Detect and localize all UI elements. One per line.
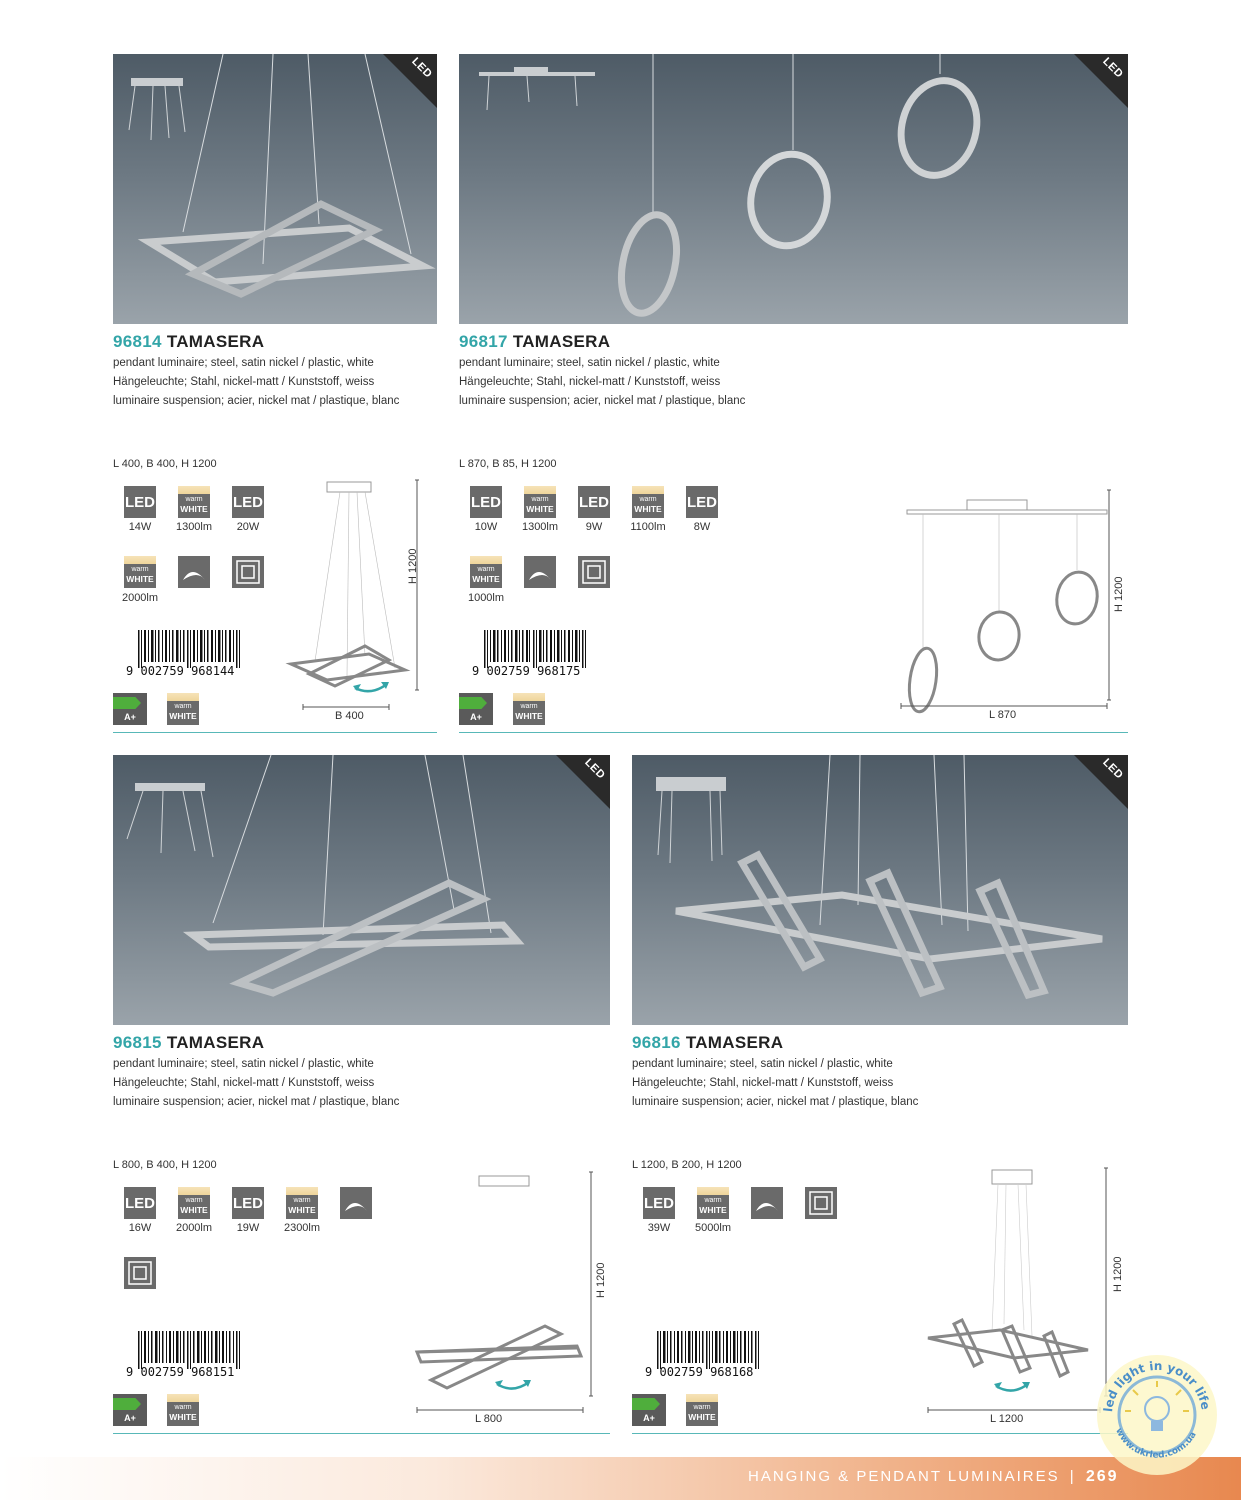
svg-text:www.ukrled.com.ua: www.ukrled.com.ua <box>1113 1426 1199 1461</box>
dimensions: L 870, B 85, H 1200 <box>459 458 557 470</box>
barcode: 9 002759 968175 <box>468 630 600 680</box>
product-description: pendant luminaire; steel, satin nickel / plastic, white Hängeleuchte; Stahl, nickel-matt / Kunststoff, weiss luminaire suspension; acier, nickel mat / plastique, blanc <box>632 1058 919 1108</box>
wattage: 16W <box>128 1222 152 1234</box>
wattage: 20W <box>236 521 260 533</box>
class2-icon <box>805 1187 837 1219</box>
product-title-96816: 96816 TAMASERA <box>632 1033 784 1052</box>
footer-section-title: HANGING & PENDANT LUMINAIRES | 269 <box>748 1468 1119 1485</box>
warm-white-icon: warm WHITE <box>686 1394 718 1426</box>
lumen: 1300lm <box>521 521 559 533</box>
energy-label: A+ <box>459 693 493 725</box>
height-label: H 1200 <box>1113 576 1125 612</box>
barcode-bars <box>122 630 254 668</box>
led-icon: LED <box>686 486 718 518</box>
warm-white-icon: warm WHITE <box>178 486 210 518</box>
page-number: 269 <box>1085 1468 1119 1485</box>
led-icon: LED <box>470 486 502 518</box>
watermark-logo <box>1090 1343 1224 1477</box>
lumen: 5000lm <box>694 1222 732 1234</box>
wattage: 10W <box>474 521 498 533</box>
product-title-96814: 96814 TAMASERA <box>113 332 265 351</box>
energy-label: A+ <box>113 693 147 725</box>
led-icon: LED <box>643 1187 675 1219</box>
wattage: 14W <box>128 521 152 533</box>
led-badge: LED <box>1074 54 1128 108</box>
warm-white-icon: warm WHITE <box>470 556 502 588</box>
led-badge: LED <box>1074 755 1128 809</box>
width-label: L 800 <box>475 1413 503 1425</box>
warm-white-icon: warm WHITE <box>124 556 156 588</box>
technical-drawing-96814 <box>285 476 435 726</box>
product-photo-96814 <box>113 54 437 324</box>
lumen: 1000lm <box>467 592 505 604</box>
width-label: B 400 <box>335 710 364 722</box>
lumen: 1300lm <box>175 521 213 533</box>
class2-icon <box>232 556 264 588</box>
class2-icon <box>578 556 610 588</box>
barcode: 9 002759 968144 <box>122 630 254 680</box>
wattage: 39W <box>647 1222 671 1234</box>
width-label: L 870 <box>989 709 1017 721</box>
product-description: pendant luminaire; steel, satin nickel / plastic, white Hängeleuchte; Stahl, nickel-matt / Kunststoff, weiss luminaire suspension; acier, nickel mat / plastique, blanc <box>459 357 746 407</box>
led-icon: LED <box>232 486 264 518</box>
wattage: 8W <box>693 521 711 533</box>
product-title-96815: 96815 TAMASERA <box>113 1033 265 1052</box>
lumen: 1100lm <box>630 521 666 533</box>
product-description: pendant luminaire; steel, satin nickel / plastic, white Hängeleuchte; Stahl, nickel-matt / Kunststoff, weiss luminaire suspension; acier, nickel mat / plastique, blanc <box>113 1058 400 1108</box>
wattage: 9W <box>585 521 603 533</box>
dimmer-icon <box>340 1187 372 1219</box>
warm-white-icon: warm WHITE <box>178 1187 210 1219</box>
warm-white-icon: warm WHITE <box>524 486 556 518</box>
dimensions: L 400, B 400, H 1200 <box>113 458 217 470</box>
product-title-96817: 96817 TAMASERA <box>459 332 611 351</box>
led-icon: LED <box>578 486 610 518</box>
height-label: H 1200 <box>595 1262 607 1298</box>
product-photo-96816 <box>632 755 1128 1025</box>
dimensions: L 1200, B 200, H 1200 <box>632 1159 742 1171</box>
class2-icon <box>124 1257 156 1289</box>
warm-white-icon: warm WHITE <box>167 693 199 725</box>
led-icon: LED <box>124 1187 156 1219</box>
lumen: 2000lm <box>121 592 159 604</box>
led-icon: LED <box>232 1187 264 1219</box>
wattage: 19W <box>236 1222 260 1234</box>
dimmer-icon <box>178 556 210 588</box>
separator-line <box>113 732 437 733</box>
technical-drawing-96815 <box>405 1168 610 1430</box>
dimmer-icon <box>751 1187 783 1219</box>
svg-text:led light in your life: led light in your life <box>1101 1358 1213 1413</box>
barcode-bars <box>641 1331 773 1369</box>
product-photo-96815 <box>113 755 610 1025</box>
barcode-bars <box>468 630 600 668</box>
width-label: L 1200 <box>990 1413 1024 1425</box>
product-photo-96817 <box>459 54 1128 324</box>
warm-white-icon: warm WHITE <box>632 486 664 518</box>
warm-white-icon: warm WHITE <box>697 1187 729 1219</box>
barcode-bars <box>122 1331 254 1369</box>
led-icon: LED <box>124 486 156 518</box>
energy-label: A+ <box>113 1394 147 1426</box>
height-label: H 1200 <box>1112 1256 1124 1292</box>
warm-white-icon: warm WHITE <box>167 1394 199 1426</box>
barcode: 9 002759 968151 <box>122 1331 254 1381</box>
dimmer-icon <box>524 556 556 588</box>
multi-frame-pendant-illustration <box>632 755 1128 1025</box>
separator-line <box>632 1433 1128 1434</box>
technical-drawing-96817 <box>895 480 1135 730</box>
product-description: pendant luminaire; steel, satin nickel / plastic, white Hängeleuchte; Stahl, nickel-matt / Kunststoff, weiss luminaire suspension; acier, nickel mat / plastique, blanc <box>113 357 400 407</box>
dimensions: L 800, B 400, H 1200 <box>113 1159 217 1171</box>
separator-line <box>459 732 1128 733</box>
warm-white-icon: warm WHITE <box>286 1187 318 1219</box>
height-label: H 1200 <box>407 548 419 584</box>
led-badge: LED <box>383 54 437 108</box>
barcode: 9 002759 968168 <box>641 1331 773 1381</box>
warm-white-icon: warm WHITE <box>513 693 545 725</box>
ring-pendant-illustration <box>459 54 1128 324</box>
separator-line <box>113 1433 610 1434</box>
rectangle-pendant-illustration <box>113 755 610 1025</box>
led-badge: LED <box>556 755 610 809</box>
lumen: 2300lm <box>283 1222 321 1234</box>
lumen: 2000lm <box>175 1222 213 1234</box>
energy-label: A+ <box>632 1394 666 1426</box>
